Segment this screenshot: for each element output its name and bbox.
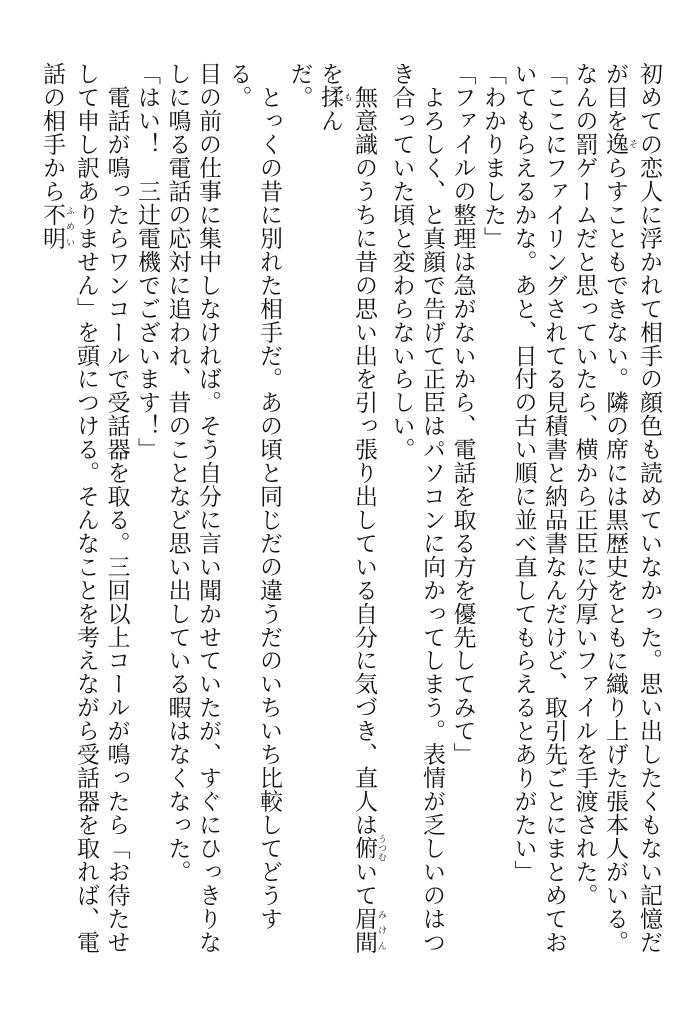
- ruby-annotated-word: [602, 132, 637, 156]
- paragraph: [315, 62, 387, 962]
- ruby-reading: も: [342, 85, 352, 109]
- ruby-base: 逸: [602, 132, 628, 156]
- ruby-annotated-word: [317, 85, 352, 109]
- text-run: ん: [317, 108, 343, 133]
- paragraph: 「わかりました」: [480, 62, 506, 250]
- text-run: 無意識のうちに昔の思い出を引っ張り出している自分に気づき、直人は: [351, 62, 377, 837]
- paragraph: なんの罰ゲームだと思っていたら、横から正臣に分厚いファイルを手渡された。: [571, 62, 598, 907]
- ruby-reading: ふめい: [64, 202, 74, 250]
- text-run: 初めての恋人に浮かれて相手の顔色も読めていなかった。思い出したくもない記憶だが目を: [602, 62, 662, 954]
- paragraph: だ。: [286, 62, 313, 109]
- ruby-annotated-word: [39, 202, 74, 250]
- ruby-reading: うつむ: [376, 834, 386, 862]
- paragraph: [37, 62, 132, 962]
- paragraph: 「ファイルの整理は急がないから、電話を取る方を優先してみて」: [449, 62, 476, 766]
- paragraph: よろしく、と真顔で告げて正臣はパソコンに向かってしまう。表情が乏しいのはつき合っていた頃と変わらないらしい。: [388, 62, 445, 954]
- ruby-base: 揉: [317, 85, 343, 109]
- text-run: いて: [351, 859, 377, 907]
- ruby-base: 不明: [39, 202, 65, 250]
- paragraph: とっくの昔に別れた相手だ。あの頃と同じだの違うだのいちいち比較してどうする。: [225, 62, 282, 931]
- paragraph: 「ここにファイリングされてる見積書と納品書なんだけど、取引先ごとにまとめておいてもらえるかな。あと、日付の古い順に並べ直してもらえるとありがたい」: [510, 62, 567, 954]
- ruby-annotated-word: [351, 834, 386, 862]
- text-run: を: [317, 62, 343, 86]
- paragraph: 目の前の仕事に集中しなければ。そう自分に言い聞かせていたが、すぐにひっきりなしに鳴る電話の応対に追われ、昔のことなど思い出している暇はなくなった。: [164, 62, 221, 954]
- novel-text: [37, 62, 665, 962]
- ruby-base: 眉間: [351, 906, 377, 954]
- ruby-reading: そ: [627, 132, 637, 156]
- paragraph: [600, 62, 665, 962]
- ruby-base: 俯: [351, 834, 377, 862]
- ruby-annotated-word: [351, 906, 386, 954]
- ruby-reading: みけん: [376, 906, 386, 954]
- paragraph: 「はい！ 三辻電機でございます！」: [134, 62, 160, 461]
- text-run: 電話が鳴ったらワンコールで受話器を取る。三回以上コールが鳴ったら「お待たせして申し訳ありません」を頭につける。そんなことを考えながら受話器を取れば、電話の相手から: [39, 62, 130, 954]
- text-run: らすこともできない。隣の席には黒歴史をともに織り上げた張本人がいる。: [602, 155, 628, 954]
